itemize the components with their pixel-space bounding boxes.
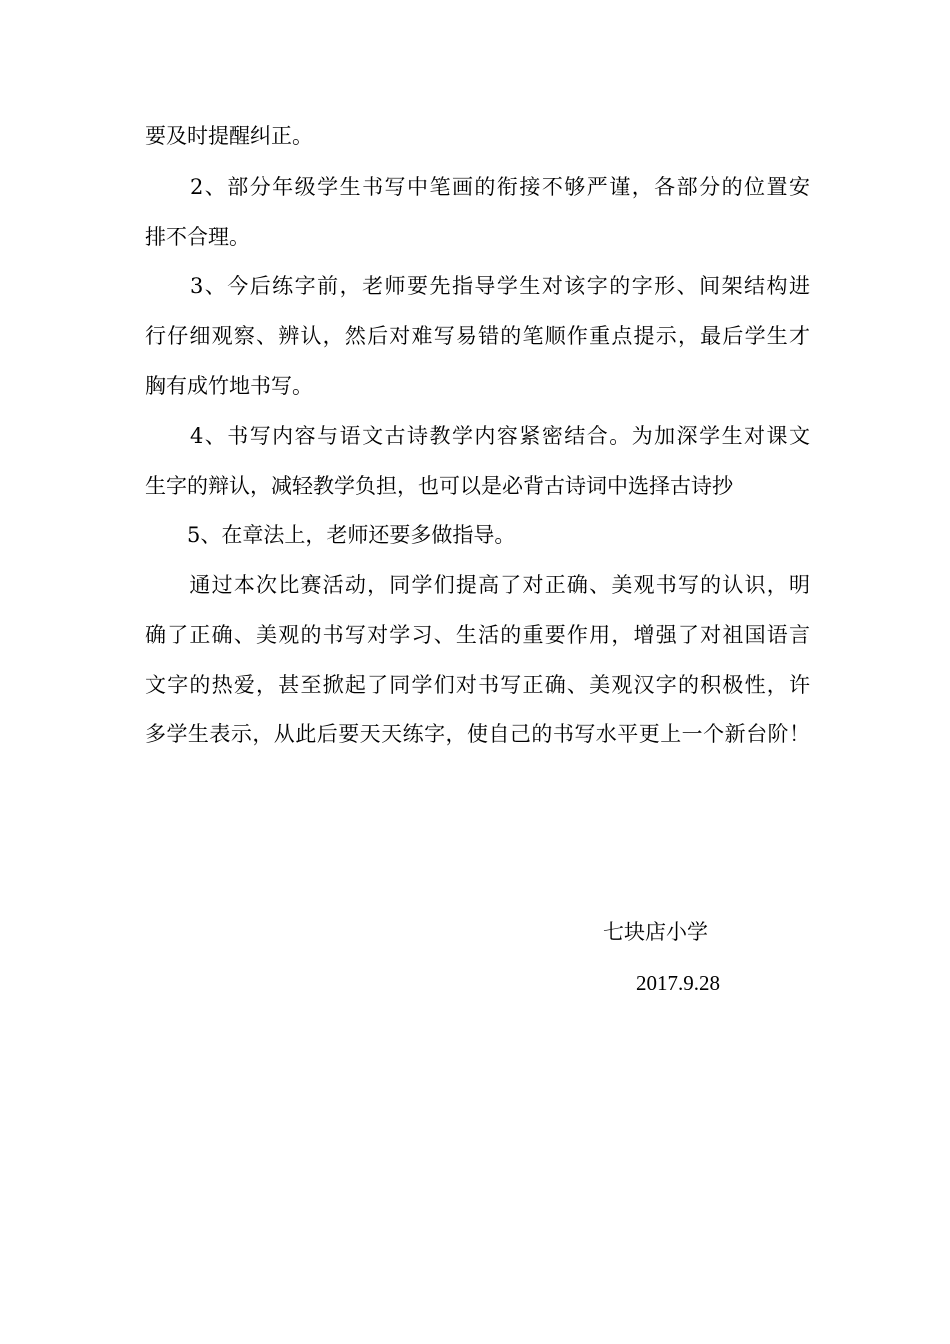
text-line: 生字的辩认，减轻教学负担，也可以是必背古诗词中选择古诗抄 xyxy=(145,474,733,498)
text-line: 排不合理。 xyxy=(145,225,250,249)
text-line: 3、今后练字前，老师要先指导学生对该字的字形、间架结构进 xyxy=(145,274,810,298)
text-line: 2、部分年级学生书写中笔画的衔接不够严谨，各部分的位置安 xyxy=(145,175,810,199)
text-line: 文字的热爱，甚至掀起了同学们对书写正确、美观汉字的积极性，许 xyxy=(145,673,810,697)
text-line: 5、在章法上，老师还要多做指导。 xyxy=(145,523,516,547)
text-line: 胸有成竹地书写。 xyxy=(145,374,313,398)
text-line: 要及时提醒纠正。 xyxy=(145,124,313,148)
text-line: 行仔细观察、辨认，然后对难写易错的笔顺作重点提示，最后学生才 xyxy=(145,324,810,348)
text-line: 通过本次比赛活动，同学们提高了对正确、美观书写的认识，明 xyxy=(145,573,810,597)
signature-school: 七块店小学 xyxy=(603,920,708,944)
text-line: 多学生表示，从此后要天天练字，使自己的书写水平更上一个新台阶！ xyxy=(145,722,810,746)
text-line: 4、书写内容与语文古诗教学内容紧密结合。为加深学生对课文 xyxy=(145,424,810,448)
text-line: 确了正确、美观的书写对学习、生活的重要作用，增强了对祖国语言 xyxy=(145,623,810,647)
signature-date: 2017.9.28 xyxy=(636,971,720,995)
